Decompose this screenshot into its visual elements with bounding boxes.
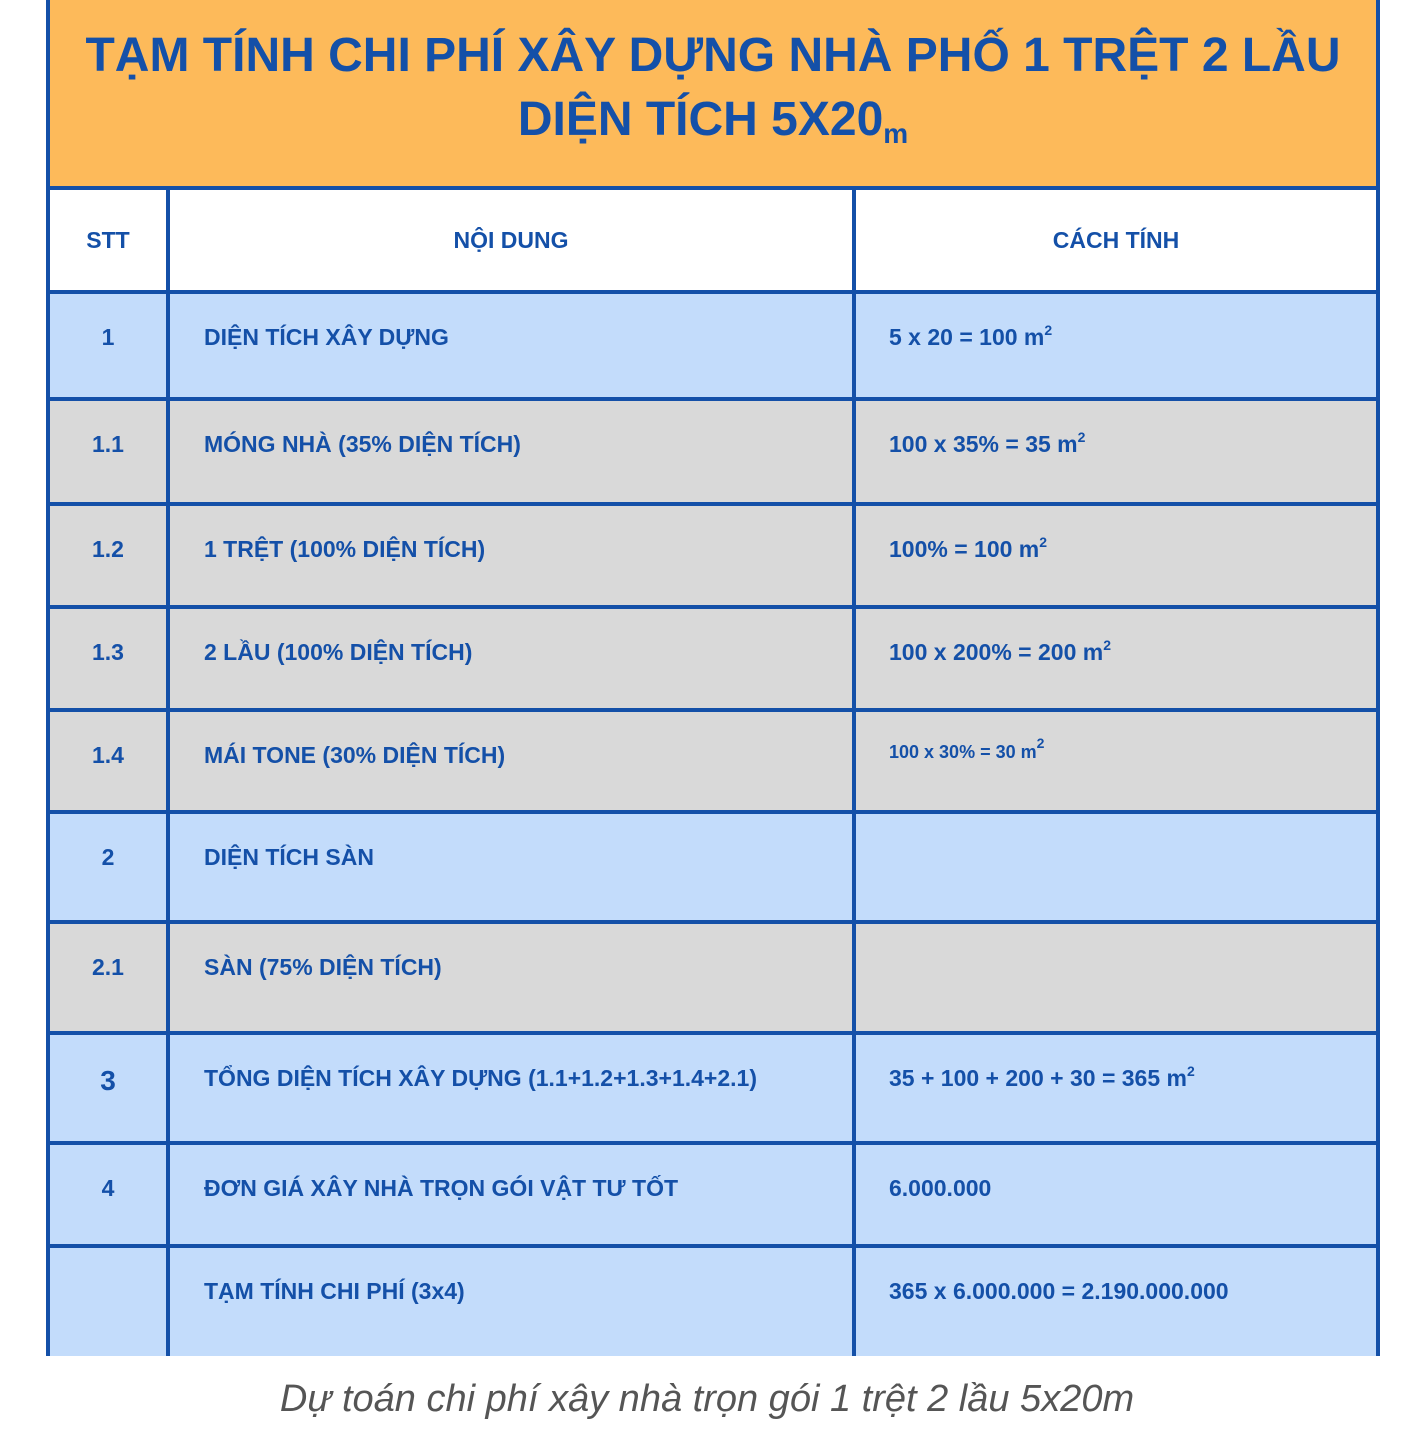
row-calculation — [854, 812, 1376, 922]
header-calculation: CÁCH TÍNH — [854, 190, 1376, 292]
title-line-2-text: DIỆN TÍCH 5X20 — [517, 93, 884, 146]
table-row — [50, 292, 1376, 399]
cost-table — [50, 190, 1376, 1356]
row-stt: 3 — [50, 1033, 168, 1143]
cost-table-frame — [46, 0, 1380, 1356]
row-content: 1 TRỆT (100% DIỆN TÍCH) — [168, 504, 854, 607]
header-stt: STT — [50, 190, 168, 292]
title-line-1: TẠM TÍNH CHI PHÍ XÂY DỰNG NHÀ PHỐ 1 TRỆT 2 LẦU — [85, 29, 1341, 82]
row-calculation: 100% = 100 $m^2$ — [854, 504, 1376, 607]
unit-superscript: 2 — [1186, 1063, 1195, 1079]
row-calculation — [854, 922, 1376, 1033]
unit-superscript: 2 — [1103, 637, 1111, 653]
row-stt: 2.1 — [50, 922, 168, 1033]
row-content: 2 LẦU (100% DIỆN TÍCH) — [168, 607, 854, 710]
row-content: SÀN (75% DIỆN TÍCH) — [168, 922, 854, 1033]
table-row — [50, 1246, 1376, 1356]
table-row — [50, 607, 1376, 710]
row-calculation: 100 x 35% = 35 $m^2$ — [854, 399, 1376, 504]
table-header-row — [50, 190, 1376, 292]
table-row — [50, 812, 1376, 922]
unit-superscript: 2 — [1077, 429, 1086, 445]
row-stt: 1 — [50, 292, 168, 399]
row-content: DIỆN TÍCH XÂY DỰNG — [168, 292, 854, 399]
unit-superscript: 2 — [1036, 735, 1045, 751]
row-content: MÁI TONE (30% DIỆN TÍCH) — [168, 710, 854, 812]
row-content: MÓNG NHÀ (35% DIỆN TÍCH) — [168, 399, 854, 504]
table-row — [50, 1143, 1376, 1246]
header-content: NỘI DUNG — [168, 190, 854, 292]
row-stt: 2 — [50, 812, 168, 922]
row-stt: 1.4 — [50, 710, 168, 812]
title-unit-subscript: m — [883, 118, 909, 149]
unit-superscript: 2 — [1039, 534, 1048, 550]
table-row — [50, 399, 1376, 504]
row-stt: 4 — [50, 1143, 168, 1246]
table-row — [50, 710, 1376, 812]
row-content: DIỆN TÍCH SÀN — [168, 812, 854, 922]
row-content: TỔNG DIỆN TÍCH XÂY DỰNG (1.1+1.2+1.3+1.4+2.1) — [168, 1033, 854, 1143]
row-calculation: 35 + 100 + 200 + 30 = 365 $m^2$ — [854, 1033, 1376, 1143]
row-stt — [50, 1246, 168, 1356]
row-calculation: 365 x 6.000.000 = 2.190.000.000 — [854, 1246, 1376, 1356]
table-row — [50, 922, 1376, 1033]
row-calculation: 5 x 20 = 100 $m^2$ — [854, 292, 1376, 399]
row-stt: 1.2 — [50, 504, 168, 607]
table-row — [50, 504, 1376, 607]
row-stt: 1.1 — [50, 399, 168, 504]
title-line-2 — [50, 90, 1376, 164]
title-box — [50, 0, 1376, 190]
table-row — [50, 1033, 1376, 1143]
row-calculation: 100 x 200% = 200 $m^2$ — [854, 607, 1376, 710]
row-content: ĐƠN GIÁ XÂY NHÀ TRỌN GÓI VẬT TƯ TỐT — [168, 1143, 854, 1246]
row-content: TẠM TÍNH CHI PHÍ (3x4) — [168, 1246, 854, 1356]
image-caption: Dự toán chi phí xây nhà trọn gói 1 trệt 2 lầu 5x20m — [279, 1378, 1135, 1420]
unit-superscript: 2 — [1044, 322, 1053, 338]
row-stt: 1.3 — [50, 607, 168, 710]
row-calculation: 6.000.000 — [854, 1143, 1376, 1246]
row-calculation: 100 x 30% = 30 $m^2$ — [854, 710, 1376, 812]
